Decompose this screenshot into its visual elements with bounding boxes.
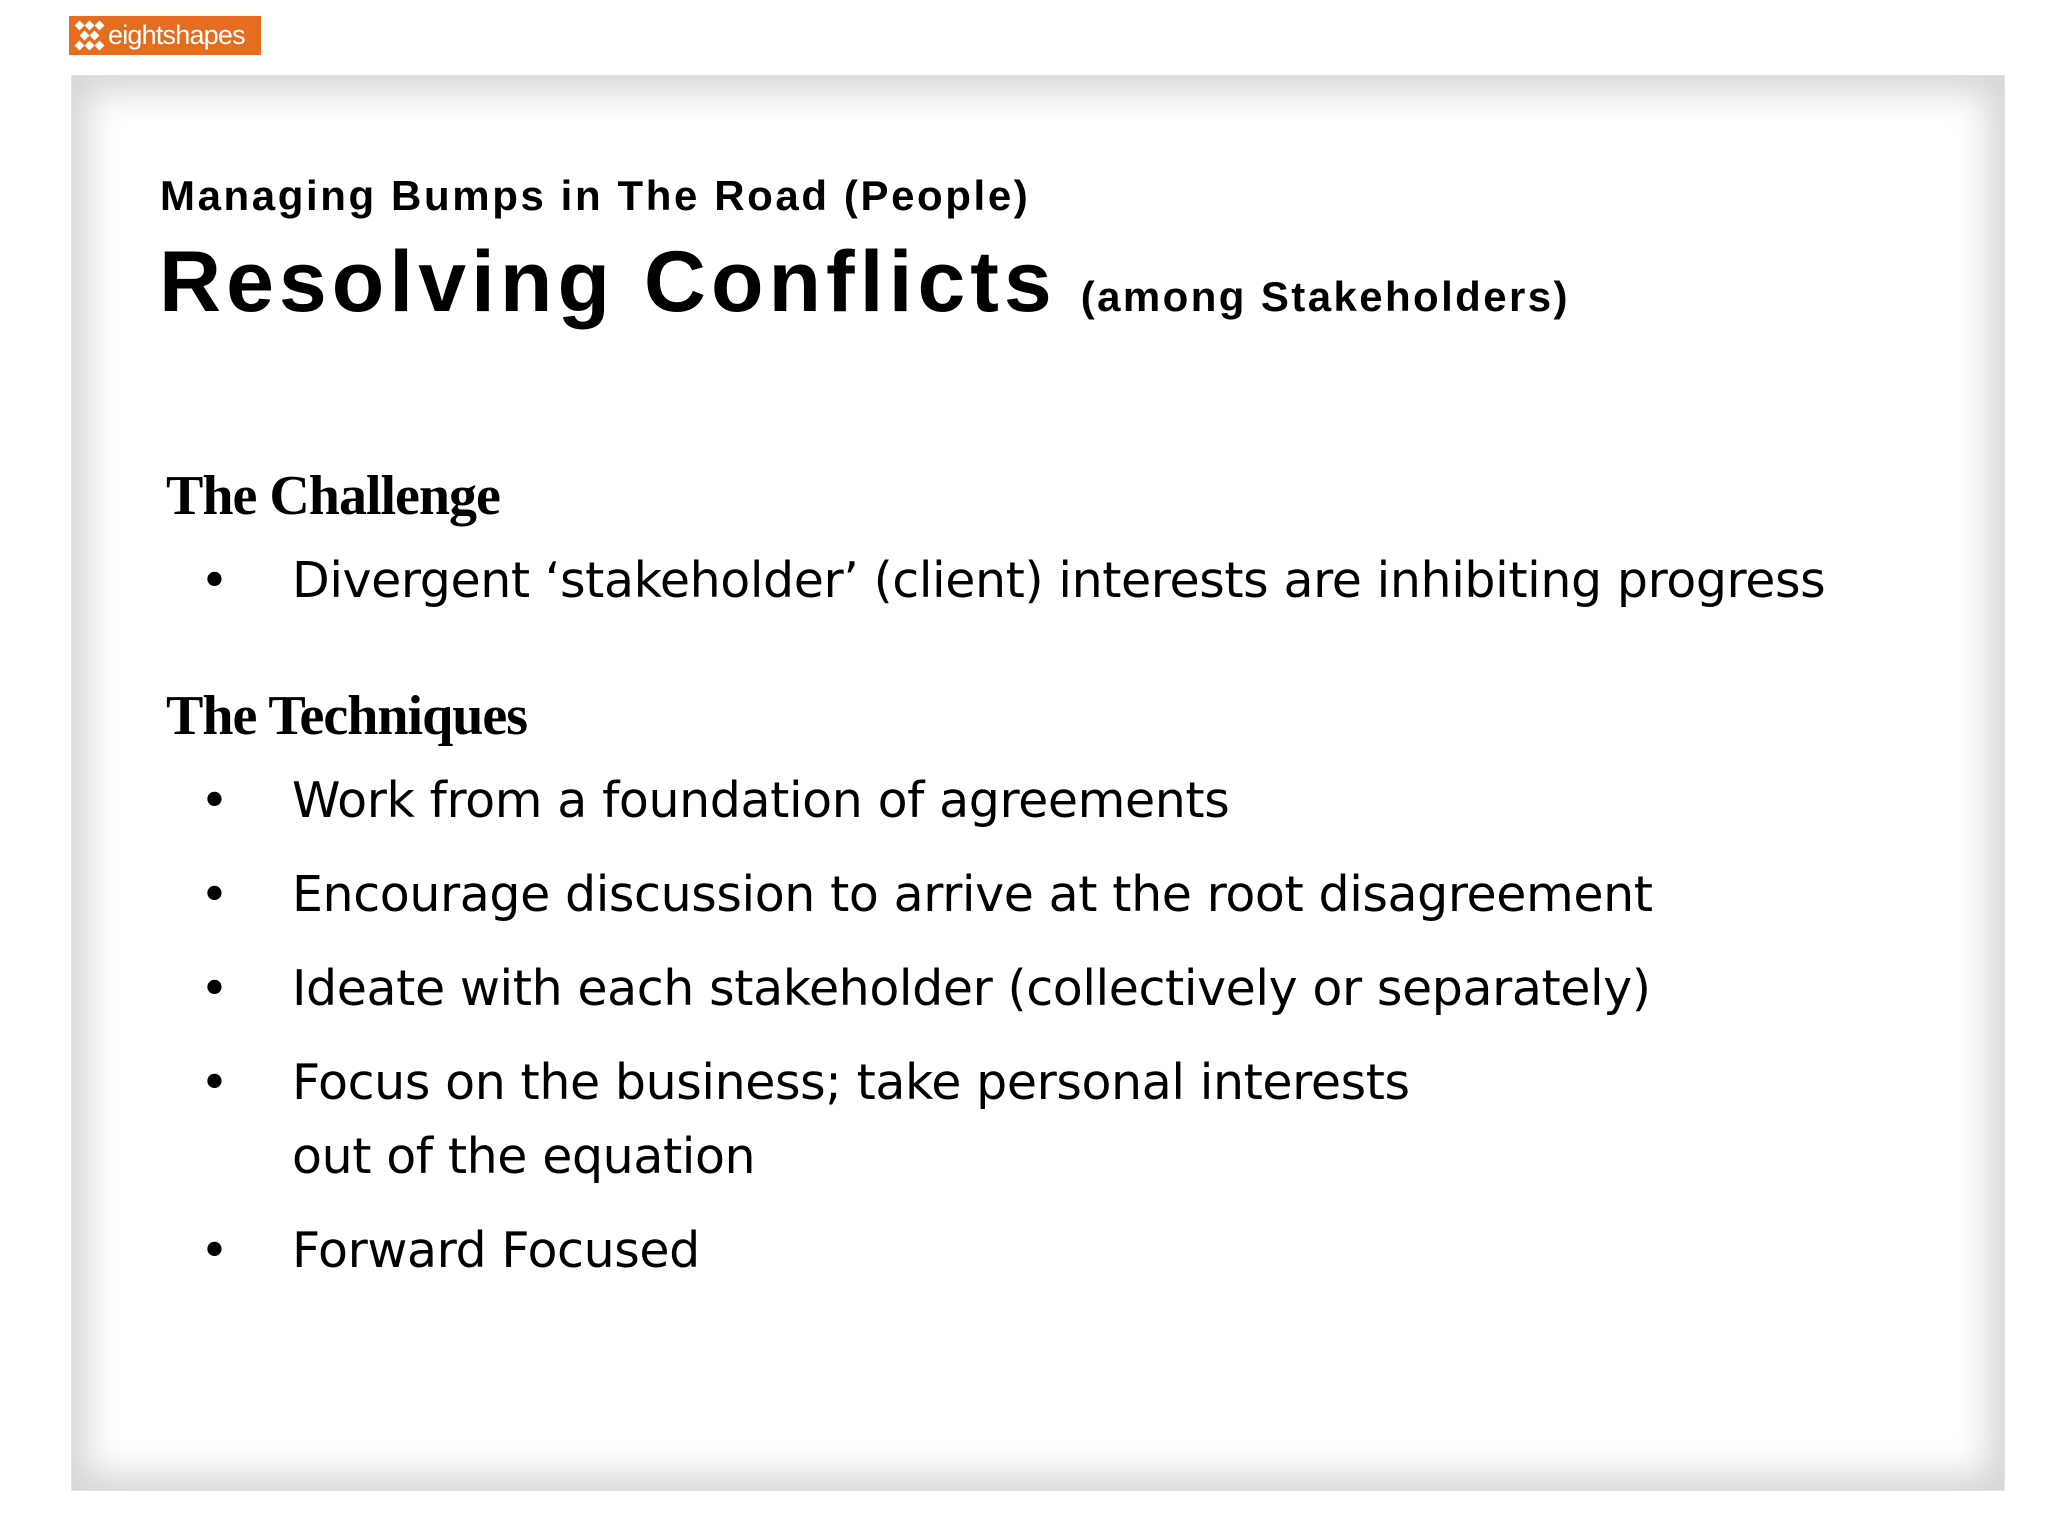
title-row: [159, 232, 1570, 332]
section-heading-challenge: The Challenge: [166, 465, 500, 527]
list-item-text: Ideate with each stakeholder (collectively or separately): [292, 960, 1651, 1017]
list-item: [200, 952, 1940, 1026]
eightshapes-logo-mark-icon: [72, 19, 106, 53]
slide-title-note: (among Stakeholders): [1080, 273, 1570, 320]
bullet-icon: •: [200, 1054, 229, 1111]
list-item-text: Divergent ‘stakeholder’ (client) interests are inhibiting progress: [292, 552, 1826, 609]
bullet-icon: •: [200, 960, 229, 1017]
list-item: [200, 858, 1940, 932]
challenge-list: [200, 544, 1940, 638]
bullet-icon: •: [200, 552, 229, 609]
list-item: [200, 1046, 1940, 1194]
bullet-icon: •: [200, 772, 229, 829]
list-item: [200, 764, 1940, 838]
slide: [72, 76, 2004, 1490]
slide-subtitle: Managing Bumps in The Road (People): [160, 172, 1031, 219]
list-item-text: Encourage discussion to arrive at the root disagreement: [292, 866, 1653, 923]
section-heading-techniques: The Techniques: [166, 685, 528, 747]
list-item: [200, 544, 1940, 618]
list-item-text: Work from a foundation of agreements: [292, 772, 1230, 829]
list-item-text: Focus on the business; take personal interests out of the equation: [292, 1054, 1410, 1185]
logo-text: eightshapes: [108, 20, 245, 50]
list-item-text: Forward Focused: [292, 1222, 700, 1279]
bullet-icon: •: [200, 866, 229, 923]
list-item: [200, 1214, 1940, 1288]
slide-title: Resolving Conflicts: [159, 234, 1057, 330]
techniques-list: [200, 764, 1940, 1308]
eightshapes-logo: [69, 16, 261, 55]
bullet-icon: •: [200, 1222, 229, 1279]
